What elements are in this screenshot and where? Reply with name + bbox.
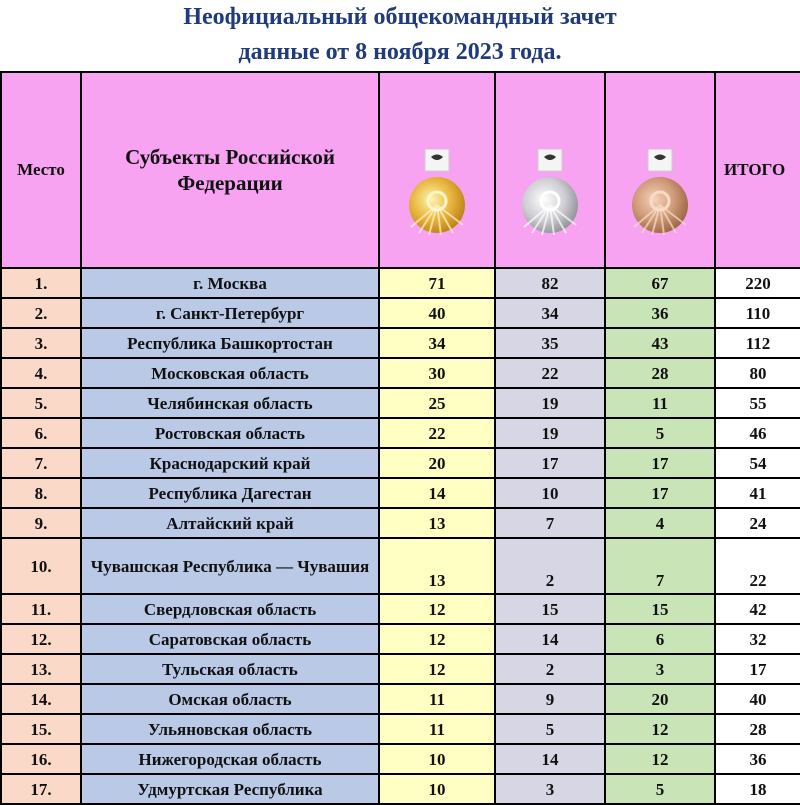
gold-count-cell: 71 (379, 268, 495, 298)
table-row (1, 594, 800, 624)
subject-cell: Республика Башкортостан (81, 328, 379, 358)
table-row (1, 418, 800, 448)
gold-count-cell: 10 (379, 744, 495, 774)
silver-count-cell: 14 (495, 744, 605, 774)
place-cell: 4. (1, 358, 81, 388)
place-cell: 10. (1, 538, 81, 594)
total-count-cell: 55 (715, 388, 800, 418)
table-row (1, 268, 800, 298)
total-count-cell: 112 (715, 328, 800, 358)
table-row (1, 328, 800, 358)
subject-cell: Чувашская Республика — Чувашия (81, 538, 379, 594)
table-row (1, 388, 800, 418)
place-cell: 15. (1, 714, 81, 744)
total-count-cell: 28 (715, 714, 800, 744)
place-cell: 1. (1, 268, 81, 298)
table-row (1, 478, 800, 508)
standings-body (1, 268, 800, 804)
place-cell: 14. (1, 684, 81, 714)
total-count-cell: 32 (715, 624, 800, 654)
bronze-count-cell: 5 (605, 418, 715, 448)
table-row (1, 358, 800, 388)
subject-cell: Республика Дагестан (81, 478, 379, 508)
place-cell: 6. (1, 418, 81, 448)
bronze-count-cell: 6 (605, 624, 715, 654)
place-cell: 9. (1, 508, 81, 538)
bronze-count-cell: 15 (605, 594, 715, 624)
header-row (1, 72, 800, 268)
table-row (1, 654, 800, 684)
bronze-count-cell: 4 (605, 508, 715, 538)
total-count-cell: 36 (715, 744, 800, 774)
subject-cell: г. Санкт-Петербург (81, 298, 379, 328)
silver-count-cell: 17 (495, 448, 605, 478)
bronze-count-cell: 36 (605, 298, 715, 328)
place-cell: 17. (1, 774, 81, 804)
silver-count-cell: 15 (495, 594, 605, 624)
place-cell: 8. (1, 478, 81, 508)
silver-count-cell: 19 (495, 418, 605, 448)
silver-count-cell: 5 (495, 714, 605, 744)
gold-count-cell: 25 (379, 388, 495, 418)
header-subject: Субъекты Российской Федерации (81, 72, 379, 268)
bronze-count-cell: 7 (605, 538, 715, 594)
bronze-count-cell: 12 (605, 714, 715, 744)
gold-count-cell: 11 (379, 684, 495, 714)
subject-cell: Тульская область (81, 654, 379, 684)
silver-count-cell: 19 (495, 388, 605, 418)
total-count-cell: 80 (715, 358, 800, 388)
bronze-count-cell: 3 (605, 654, 715, 684)
silver-count-cell: 2 (495, 538, 605, 594)
gold-count-cell: 34 (379, 328, 495, 358)
total-count-cell: 40 (715, 684, 800, 714)
place-cell: 11. (1, 594, 81, 624)
total-count-cell: 18 (715, 774, 800, 804)
bronze-count-cell: 11 (605, 388, 715, 418)
gold-count-cell: 22 (379, 418, 495, 448)
silver-count-cell: 3 (495, 774, 605, 804)
subject-cell: Нижегородская область (81, 744, 379, 774)
table-row (1, 774, 800, 804)
silver-count-cell: 9 (495, 684, 605, 714)
total-count-cell: 46 (715, 418, 800, 448)
gold-count-cell: 14 (379, 478, 495, 508)
subject-cell: Ростовская область (81, 418, 379, 448)
table-row (1, 508, 800, 538)
gold-count-cell: 13 (379, 538, 495, 594)
total-count-cell: 24 (715, 508, 800, 538)
subject-cell: Алтайский край (81, 508, 379, 538)
bronze-count-cell: 17 (605, 448, 715, 478)
page-title: Неофициальный общекомандный зачет (183, 4, 617, 30)
place-cell: 5. (1, 388, 81, 418)
medal-standings-table (0, 71, 800, 805)
gold-count-cell: 12 (379, 594, 495, 624)
header-gold (379, 72, 495, 268)
place-cell: 2. (1, 298, 81, 328)
subject-cell: г. Москва (81, 268, 379, 298)
subject-cell: Краснодарский край (81, 448, 379, 478)
gold-count-cell: 10 (379, 774, 495, 804)
gold-count-cell: 20 (379, 448, 495, 478)
total-count-cell: 54 (715, 448, 800, 478)
total-count-cell: 110 (715, 298, 800, 328)
silver-count-cell: 34 (495, 298, 605, 328)
silver-count-cell: 22 (495, 358, 605, 388)
silver-count-cell: 35 (495, 328, 605, 358)
silver-count-cell: 7 (495, 508, 605, 538)
subject-cell: Московская область (81, 358, 379, 388)
header-place: Место (1, 72, 81, 268)
total-count-cell: 220 (715, 268, 800, 298)
place-cell: 12. (1, 624, 81, 654)
table-row (1, 538, 800, 594)
silver-count-cell: 82 (495, 268, 605, 298)
bronze-count-cell: 12 (605, 744, 715, 774)
table-row (1, 684, 800, 714)
bronze-count-cell: 43 (605, 328, 715, 358)
silver-count-cell: 10 (495, 478, 605, 508)
gold-count-cell: 11 (379, 714, 495, 744)
table-row (1, 448, 800, 478)
gold-count-cell: 40 (379, 298, 495, 328)
header-silver (495, 72, 605, 268)
gold-count-cell: 13 (379, 508, 495, 538)
gold-count-cell: 30 (379, 358, 495, 388)
header-bronze (605, 72, 715, 268)
bronze-count-cell: 17 (605, 478, 715, 508)
gold-medal-icon (401, 149, 473, 235)
place-cell: 13. (1, 654, 81, 684)
total-count-cell: 42 (715, 594, 800, 624)
subject-cell: Саратовская область (81, 624, 379, 654)
table-row (1, 744, 800, 774)
place-cell: 16. (1, 744, 81, 774)
subject-cell: Челябинская область (81, 388, 379, 418)
subject-cell: Удмуртская Республика (81, 774, 379, 804)
gold-count-cell: 12 (379, 654, 495, 684)
silver-medal-icon (514, 149, 586, 235)
silver-count-cell: 14 (495, 624, 605, 654)
subject-cell: Ульяновская область (81, 714, 379, 744)
silver-count-cell: 2 (495, 654, 605, 684)
place-cell: 3. (1, 328, 81, 358)
table-row (1, 298, 800, 328)
bronze-count-cell: 67 (605, 268, 715, 298)
total-count-cell: 17 (715, 654, 800, 684)
bronze-count-cell: 20 (605, 684, 715, 714)
header-total: ИТОГО (715, 72, 800, 268)
subject-cell: Свердловская область (81, 594, 379, 624)
bronze-count-cell: 5 (605, 774, 715, 804)
gold-count-cell: 12 (379, 624, 495, 654)
total-count-cell: 41 (715, 478, 800, 508)
table-row (1, 714, 800, 744)
table-row (1, 624, 800, 654)
subject-cell: Омская область (81, 684, 379, 714)
page-subtitle: данные от 8 ноября 2023 года. (238, 39, 562, 65)
bronze-medal-icon (624, 149, 696, 235)
place-cell: 7. (1, 448, 81, 478)
bronze-count-cell: 28 (605, 358, 715, 388)
total-count-cell: 22 (715, 538, 800, 594)
